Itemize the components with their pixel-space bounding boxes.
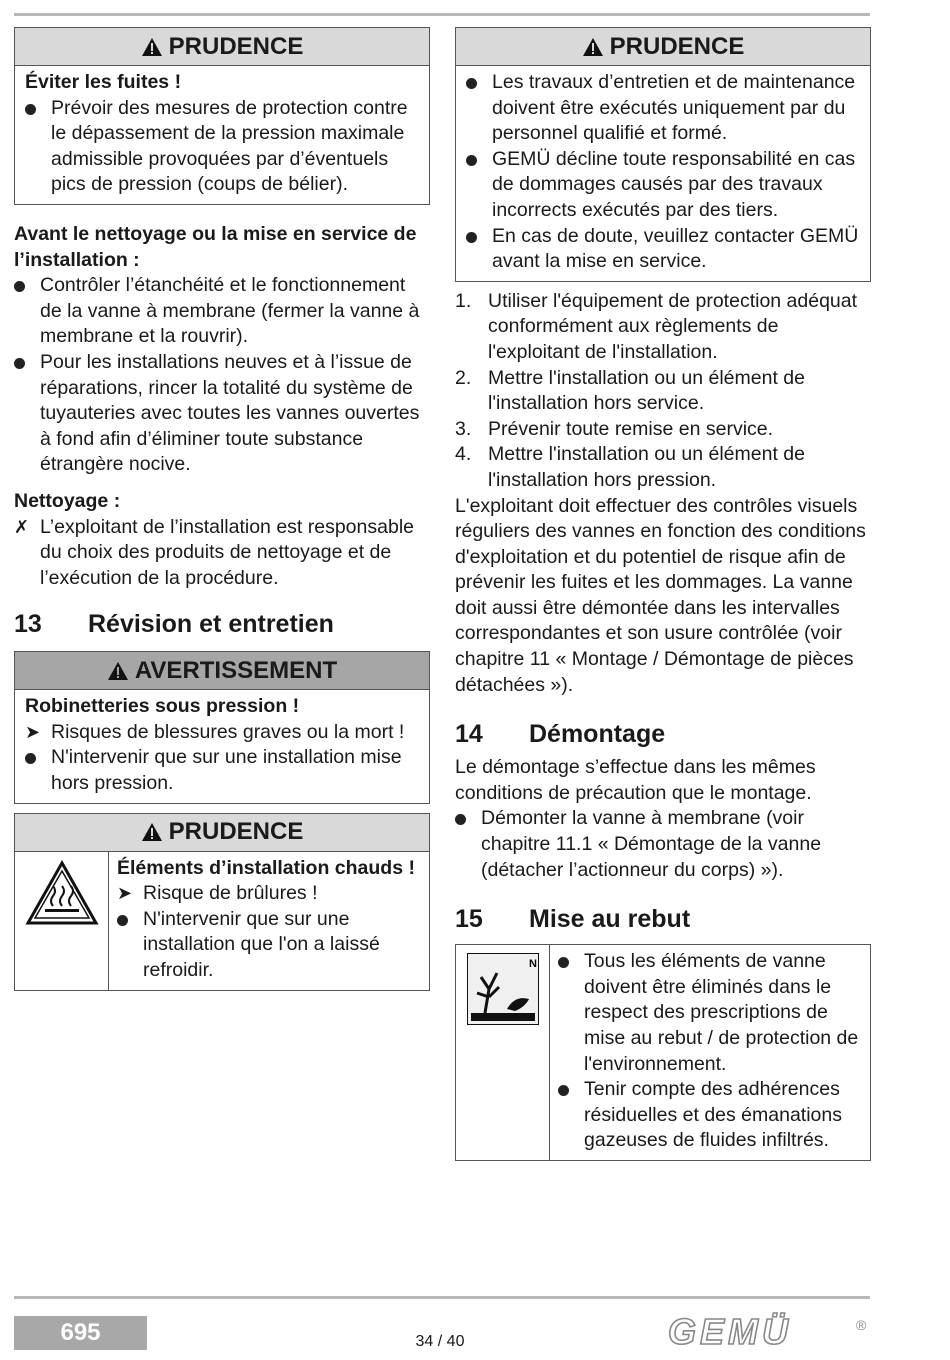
section-14-heading: 14 Démontage bbox=[455, 720, 666, 749]
warning-triangle-icon bbox=[141, 822, 163, 842]
bullet-icon bbox=[558, 1085, 569, 1096]
caution-subtitle: Éléments d’installation chauds ! bbox=[117, 856, 415, 879]
top-rule bbox=[14, 13, 870, 16]
warning-header bbox=[15, 652, 429, 690]
bullet-icon bbox=[455, 814, 466, 825]
list-item: GEMÜ décline toute responsabilité en cas de dommages causés par des travaux incorrects exécutés par des tiers. bbox=[466, 147, 860, 224]
warning-triangle-icon bbox=[582, 37, 604, 57]
cross-marker-icon: ✗ bbox=[14, 516, 30, 537]
bullet-icon bbox=[25, 104, 36, 115]
arrow-right-icon: ➤ bbox=[117, 883, 133, 904]
bottom-rule bbox=[14, 1296, 870, 1299]
warning-subtitle: Robinetteries sous pression ! bbox=[25, 695, 300, 718]
list-item: Tenir compte des adhérences résiduelles et des émanations gazeuses de fluides infiltrés. bbox=[558, 1077, 860, 1154]
right-column bbox=[455, 27, 871, 1161]
bullet-icon bbox=[466, 78, 477, 89]
caution-header bbox=[456, 28, 870, 66]
warning-title: AVERTISSEMENT bbox=[134, 656, 338, 684]
caution-box-leaks bbox=[14, 27, 430, 205]
bullet-icon bbox=[466, 155, 477, 166]
list-item: En cas de doute, veuillez contacter GEMÜ avant la mise en service. bbox=[466, 224, 860, 275]
step-item: 3. Prévenir toute remise en service. bbox=[455, 417, 774, 440]
warning-box-pressure bbox=[14, 651, 430, 803]
inspection-paragraph: L'exploitant doit effectuer des contrôles visuels réguliers des vannes en fonction des conditions d'exploitation et du potentiel de risque afin de prévenir les fuites et les dommages. La vanne doit aussi être démontée dans les intervalles correspondantes et son usure contrôlée (voir chapitre 11 « Montage / Démontage de pièces détachées »). bbox=[455, 494, 866, 696]
step-item: 1. Utiliser l'équipement de protection adéquat conformément aux règlements de l'exploitant de l'installation. bbox=[455, 289, 858, 363]
caution-title: PRUDENCE bbox=[609, 32, 745, 60]
bullet-icon bbox=[14, 358, 25, 369]
list-item: N'intervenir que sur une installation que l'on a laissé refroidir. bbox=[117, 907, 419, 984]
consequence-item: ➤ Risque de brûlures ! bbox=[117, 881, 419, 907]
bullet-icon bbox=[558, 957, 569, 968]
list-item: Démonter la vanne à membrane (voir chapitre 11.1 « Démontage de la vanne (détacher l’actionneur du corps) »). bbox=[455, 806, 871, 883]
brand-logo-text: GEMÜ bbox=[668, 1312, 792, 1352]
hot-surface-icon bbox=[25, 860, 99, 926]
caution-header bbox=[15, 814, 429, 852]
caution-box-maintenance bbox=[455, 27, 871, 282]
bullet-icon bbox=[117, 915, 128, 926]
product-number-badge: 695 bbox=[14, 1316, 147, 1350]
list-item: Prévoir des mesures de protection contre le dépassement de la pression maximale admissible provoquées par d’éventuels pics de pression (coups de bélier). bbox=[25, 96, 419, 198]
caution-title: PRUDENCE bbox=[168, 818, 304, 846]
bullet-icon bbox=[14, 281, 25, 292]
caution-box-hot bbox=[14, 813, 430, 991]
caution-subtitle: Éviter les fuites ! bbox=[25, 71, 182, 93]
warning-triangle-icon bbox=[141, 37, 163, 57]
registered-mark: ® bbox=[856, 1317, 867, 1333]
before-cleaning-heading: Avant le nettoyage ou la mise en service de l’installation : bbox=[14, 222, 417, 271]
hazard-letter: N bbox=[528, 958, 537, 971]
section-13-heading: 13 Révision et entretien bbox=[14, 610, 334, 639]
dismantle-paragraph: Le démontage s’effectue dans les mêmes conditions de précaution que le montage. bbox=[455, 756, 816, 804]
list-item: Contrôler l’étanchéité et le fonctionnement de la vanne à membrane (fermer la vanne à membrane et la rouvrir). bbox=[14, 273, 430, 350]
consequence-item: ➤ Risques de blessures graves ou la mort ! bbox=[25, 720, 419, 746]
list-item: ✗ L’exploitant de l’installation est responsable du choix des produits de nettoyage et de l’exécution de la procédure. bbox=[14, 515, 414, 589]
warning-triangle-icon bbox=[107, 661, 129, 681]
list-item: Pour les installations neuves et à l’issue de réparations, rincer la totalité du système de tuyauteries avec toutes les vannes ouvertes à fond afin d’éliminer toute substance étrangère nocive. bbox=[14, 350, 430, 478]
step-item: 4. Mettre l'installation ou un élément de l'installation hors pression. bbox=[455, 443, 805, 491]
step-item: 2. Mettre l'installation ou un élément de l'installation hors service. bbox=[455, 366, 805, 415]
environment-hazard-icon bbox=[467, 953, 539, 1025]
caution-header bbox=[15, 28, 429, 66]
page-number: 34 / 40 bbox=[415, 1333, 465, 1350]
section-15-heading: 15 Mise au rebut bbox=[455, 905, 691, 934]
gemu-logo bbox=[668, 1312, 870, 1352]
list-item: Tous les éléments de vanne doivent être éliminés dans le respect des prescriptions de mise au rebut / de protection de l'environnement. bbox=[558, 949, 860, 1077]
bullet-icon bbox=[25, 753, 36, 764]
disposal-box bbox=[455, 944, 871, 1161]
list-item: Les travaux d’entretien et de maintenance doivent être exécutés uniquement par du personnel qualifié et formé. bbox=[466, 70, 860, 147]
left-column bbox=[14, 27, 430, 991]
bullet-icon bbox=[466, 232, 477, 243]
caution-title: PRUDENCE bbox=[168, 32, 304, 60]
arrow-right-icon: ➤ bbox=[25, 721, 41, 742]
list-item: N'intervenir que sur une installation mise hors pression. bbox=[25, 745, 419, 796]
cleaning-heading: Nettoyage : bbox=[14, 489, 121, 512]
